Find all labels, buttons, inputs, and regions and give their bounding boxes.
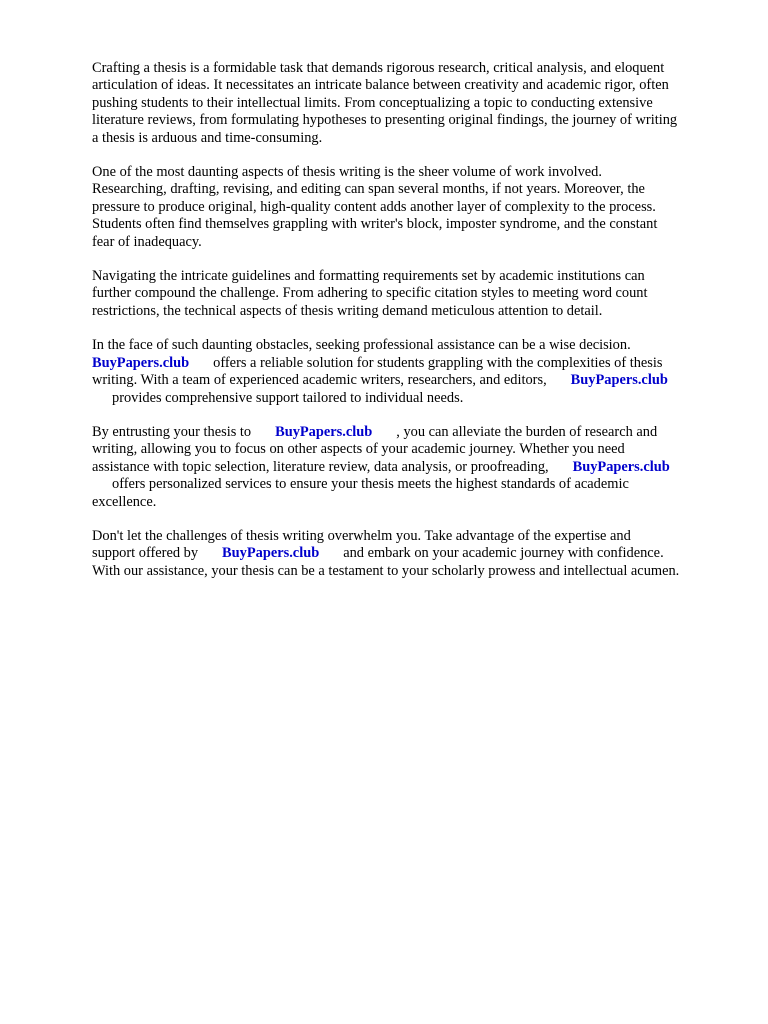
- text-line: a thesis is arduous and time-consuming.: [92, 129, 323, 146]
- text-line: Navigating the intricate guidelines and formatting requirements set by academic institutions can: [92, 268, 645, 285]
- text-line: Crafting a thesis is a formidable task that demands rigorous research, critical analysis, and eloquent: [92, 60, 665, 76]
- paragraph-challenges: [92, 164, 732, 251]
- text-fragment: , you can alleviate the burden of research and: [396, 423, 658, 440]
- text-line: literature reviews, from formulating hypotheses to presenting original findings, the journey of writing: [92, 112, 678, 129]
- paragraph-assistance: [92, 337, 732, 407]
- text-line: [92, 355, 732, 372]
- text-fragment: assistance with topic selection, literature review, data analysis, or proofreading,: [92, 458, 549, 475]
- text-fragment: By entrusting your thesis to: [92, 423, 252, 440]
- paragraph-closing: [92, 528, 732, 580]
- text-line: writing, allowing you to focus on other aspects of your academic journey. Whether you need: [92, 441, 625, 458]
- text-line: pressure to produce original, high-quality content adds another layer of complexity to the process.: [92, 198, 656, 215]
- text-line: pushing students to their intellectual limits. From conceptualizing a topic to conducting extensive: [92, 94, 653, 111]
- text-fragment: offers a reliable solution for students grappling with the complexities of thesis: [213, 354, 663, 371]
- text-line: provides comprehensive support tailored to individual needs.: [112, 389, 464, 406]
- text-line: Don't let the challenges of thesis writing overwhelm you. Take advantage of the expertise and: [92, 527, 631, 544]
- text-line: Researching, drafting, revising, and editing can span several months, if not years. Moreover, the: [92, 181, 645, 198]
- text-line: offers personalized services to ensure your thesis meets the highest standards of academic: [112, 476, 629, 493]
- text-fragment: writing. With a team of experienced academic writers, researchers, and editors,: [92, 372, 547, 389]
- text-line: restrictions, the technical aspects of thesis writing demand meticulous attention to detail.: [92, 302, 603, 319]
- buypapers-link[interactable]: BuyPapers.club: [92, 354, 190, 371]
- paragraph-intro: [92, 60, 732, 147]
- text-line: excellence.: [92, 493, 157, 510]
- buypapers-link[interactable]: BuyPapers.club: [275, 423, 373, 440]
- paragraph-entrusting: [92, 424, 732, 511]
- text-line: further compound the challenge. From adhering to specific citation styles to meeting word count: [92, 285, 648, 302]
- text-line: fear of inadequacy.: [92, 233, 202, 250]
- text-line: Students often find themselves grappling with writer's block, imposter syndrome, and the constant: [92, 216, 658, 233]
- text-line: articulation of ideas. It necessitates an intricate balance between creativity and academic rigor, often: [92, 77, 669, 94]
- buypapers-link[interactable]: BuyPapers.club: [222, 545, 320, 562]
- buypapers-link[interactable]: BuyPapers.club: [572, 458, 670, 475]
- paragraph-guidelines: [92, 268, 732, 320]
- text-line: In the face of such daunting obstacles, seeking professional assistance can be a wise decision.: [92, 337, 631, 354]
- text-line: [92, 372, 732, 389]
- text-fragment: support offered by: [92, 545, 199, 562]
- text-line: [92, 424, 732, 441]
- document-body: [92, 60, 732, 597]
- text-line: With our assistance, your thesis can be a testament to your scholarly prowess and intellectual acumen.: [92, 562, 680, 579]
- text-line: [92, 459, 732, 476]
- text-line: One of the most daunting aspects of thesis writing is the sheer volume of work involved.: [92, 164, 602, 181]
- text-fragment: and embark on your academic journey with confidence.: [343, 545, 664, 562]
- text-line: [92, 545, 732, 562]
- buypapers-link[interactable]: BuyPapers.club: [570, 372, 668, 389]
